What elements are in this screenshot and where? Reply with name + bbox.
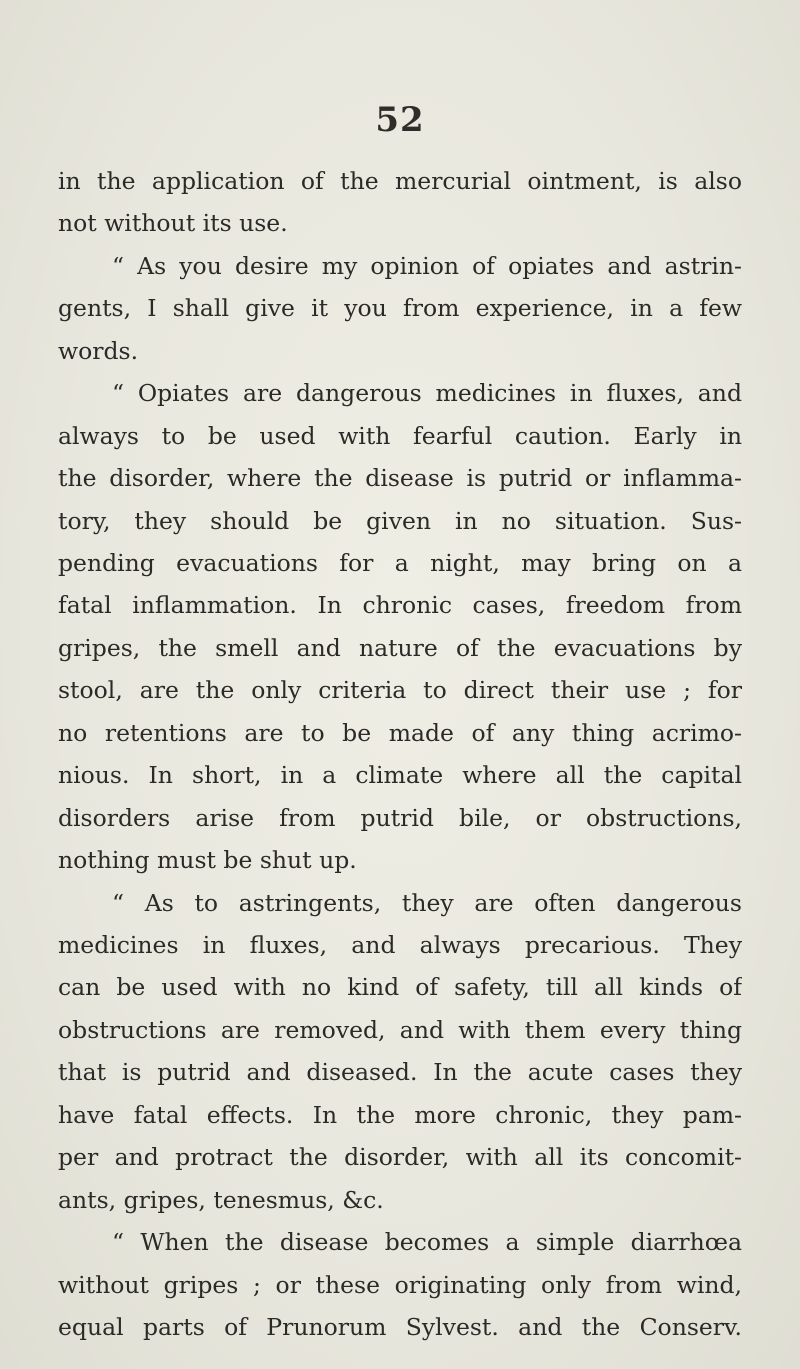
- text-line: medicines in fluxes, and always precarious. They: [58, 931, 742, 959]
- text-line: gripes, the smell and nature of the evacuations by: [58, 634, 742, 662]
- text-line: nious. In short, in a climate where all the capital: [58, 761, 742, 789]
- text-line: stool, are the only criteria to direct their use ; for: [58, 676, 742, 704]
- text-line: “ As you desire my opinion of opiates and astrin-: [112, 252, 742, 280]
- text-line: fatal inflammation. In chronic cases, freedom from: [58, 591, 742, 619]
- text-line: not without its use.: [58, 209, 288, 237]
- text-line: tory, they should be given in no situation. Sus-: [58, 507, 742, 535]
- text-line: “ When the disease becomes a simple diarrhœa: [112, 1228, 742, 1256]
- text-line: have fatal effects. In the more chronic, they pam-: [58, 1101, 742, 1129]
- text-line: in the application of the mercurial ointment, is also: [58, 167, 742, 195]
- page-number: 52: [375, 100, 425, 140]
- text-line: words.: [58, 337, 139, 365]
- text-line: “ Opiates are dangerous medicines in fluxes, and: [112, 379, 742, 407]
- text-line: nothing must be shut up.: [58, 846, 357, 874]
- text-line: gents, I shall give it you from experience, in a few: [58, 294, 742, 322]
- text-line: ants, gripes, tenesmus, &c.: [58, 1186, 384, 1214]
- text-line: pending evacuations for a night, may bring on a: [58, 549, 742, 577]
- text-line: no retentions are to be made of any thing acrimo-: [58, 719, 742, 747]
- text-line: equal parts of Prunorum Sylvest. and the Conserv.: [58, 1313, 742, 1341]
- text-line: “ As to astringents, they are often dangerous: [112, 889, 742, 917]
- text-line: the disorder, where the disease is putrid or inflamma-: [58, 464, 742, 492]
- text-line: without gripes ; or these originating only from wind,: [58, 1271, 742, 1299]
- text-line: obstructions are removed, and with them every thing: [58, 1016, 742, 1044]
- text-line: that is putrid and diseased. In the acute cases they: [58, 1058, 742, 1086]
- text-line: always to be used with fearful caution. Early in: [58, 422, 742, 450]
- text-line: can be used with no kind of safety, till all kinds of: [58, 973, 742, 1001]
- text-line: per and protract the disorder, with all its concomit-: [58, 1143, 742, 1171]
- text-line: disorders arise from putrid bile, or obstructions,: [58, 804, 742, 832]
